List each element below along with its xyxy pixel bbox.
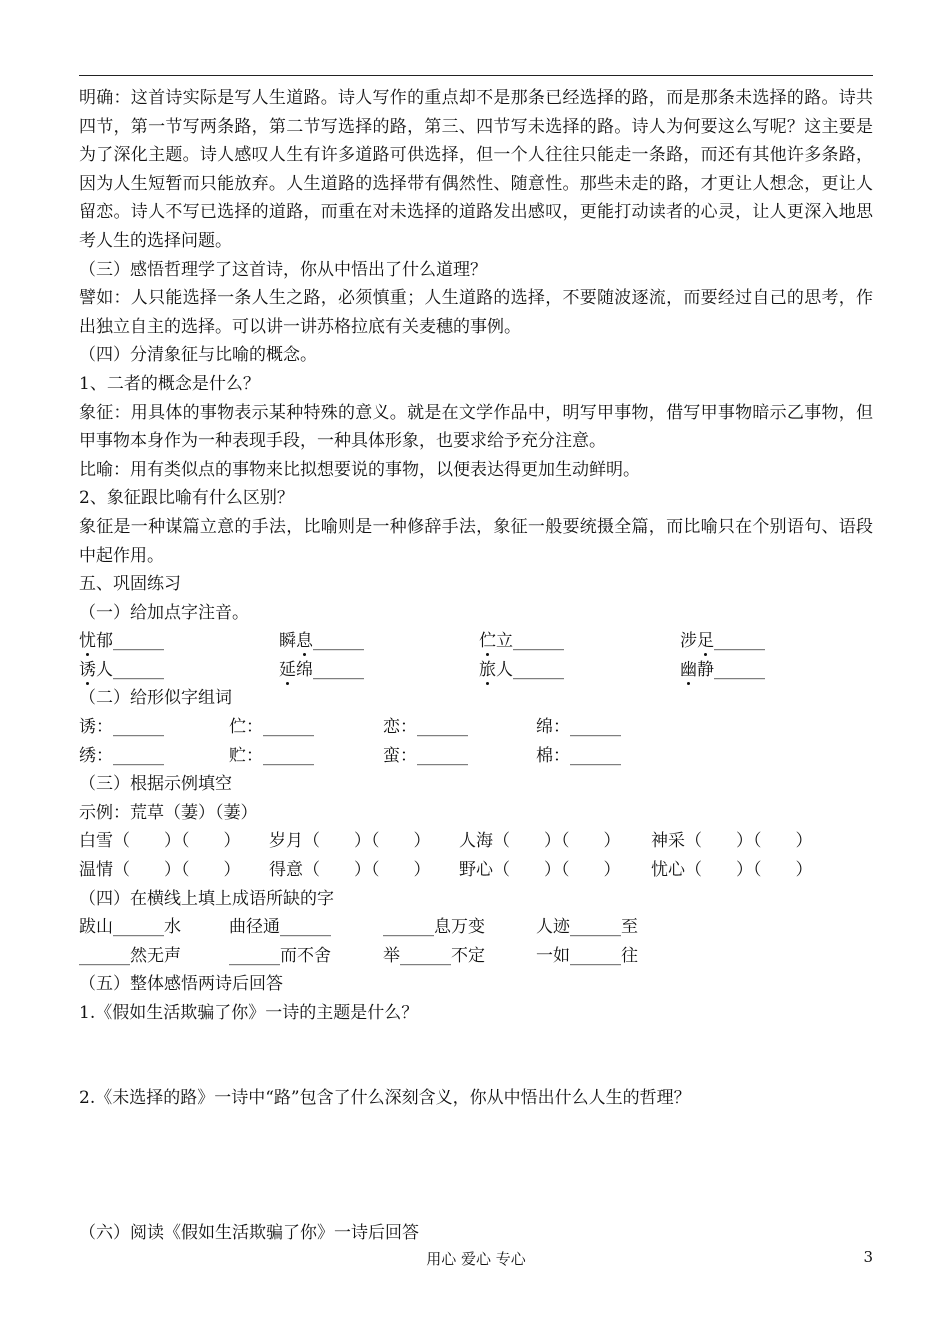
exercises-title: 五、巩固练习 bbox=[79, 574, 181, 595]
idiom-item: ______而不舍 bbox=[229, 945, 331, 966]
exercise-1-row bbox=[79, 656, 873, 685]
exercise-3-example: 示例：荒草（萋）（萋） bbox=[79, 802, 258, 823]
exercise-2-heading: （二）给形似字组词 bbox=[79, 688, 232, 709]
pinyin-item: 延绵______ bbox=[279, 659, 364, 680]
idiom-item: 曲径通______ bbox=[229, 917, 331, 938]
pinyin-item: 涉足______ bbox=[680, 631, 765, 652]
exercise-1-heading: （一）给加点字注音。 bbox=[79, 602, 249, 623]
symbol-definition: 象征：用具体的事物表示某种特殊的意义。就是在文学作品中，明写甲事物，借写甲事物暗示乙事物，但甲事物本身作为一种表现手段，一种具体形象，也要求给予充分注意。 bbox=[79, 402, 873, 452]
answer-paragraph: 明确：这首诗实际是写人生道路。诗人写作的重点却不是那条已经选择的路，而是那条未选择的路。诗共四节，第一节写两条路，第二节写选择的路，第三、四节写未选择的路。诗人为何要这么写呢？这主要是为了深化主题。诗人感叹人生有许多道路可供选择，但一个人往往只能走一条路，而还有其他许多条路，因为人生短暂而只能放弃。人生道路的选择带有偶然性、随意性。那些未走的路，才更让人想念，更让人留恋。诗人不写已选择的道路，而重在对未选择的道路发出感叹，更能打动读者的心灵，让人更深入地思考人生的选择问题。 bbox=[79, 88, 873, 251]
blank-item: 野心（ ）（ ） bbox=[459, 860, 621, 881]
exercise-5-heading: （五）整体感悟两诗后回答 bbox=[79, 974, 283, 995]
word-item: 贮：______ bbox=[229, 745, 314, 766]
exercise-4-heading: （四）在横线上填上成语所缺的字 bbox=[79, 888, 334, 909]
dotted-char: 伫 bbox=[479, 631, 496, 652]
word-item: 绵：______ bbox=[536, 717, 621, 738]
document-page bbox=[79, 0, 873, 1342]
word-item: 蛮：______ bbox=[383, 745, 468, 766]
pinyin-item: 瞬息______ bbox=[279, 631, 364, 652]
header-rule bbox=[79, 75, 873, 76]
dotted-char: 息 bbox=[296, 631, 313, 652]
section3-heading: （三）感悟哲理学了这首诗，你从中悟出了什么道理？ bbox=[79, 259, 487, 280]
pinyin-item: 旅人______ bbox=[479, 659, 564, 680]
exercise-2-row bbox=[79, 713, 873, 742]
idiom-item: 跋山______水 bbox=[79, 917, 181, 938]
word-item: 诱：______ bbox=[79, 717, 164, 738]
pinyin-item: 伫立______ bbox=[479, 631, 564, 652]
dotted-char: 诱 bbox=[79, 659, 96, 680]
word-item: 伫：______ bbox=[229, 717, 314, 738]
blank-item: 神采（ ）（ ） bbox=[651, 831, 813, 852]
blank-item: 岁月（ ）（ ） bbox=[269, 831, 431, 852]
section4-question-1: 1、二者的概念是什么？ bbox=[79, 373, 260, 394]
exercise-4-row bbox=[79, 942, 873, 971]
idiom-item: 一如______往 bbox=[536, 945, 638, 966]
exercise-5-question-1: 1.《假如生活欺骗了你》一诗的主题是什么？ bbox=[79, 1003, 419, 1023]
idiom-item: 人迹______至 bbox=[536, 917, 638, 938]
section3-body: 譬如：人只能选择一条人生之路，必须慎重；人生道路的选择，不要随波逐流，而要经过自己的思考，作出独立自主的选择。可以讲一讲苏格拉底有关麦穗的事例。 bbox=[79, 288, 873, 337]
section4-question-2: 2、象征跟比喻有什么区别？ bbox=[79, 488, 294, 509]
word-item: 恋：______ bbox=[383, 717, 468, 738]
idiom-item: ______息万变 bbox=[383, 917, 485, 938]
footer-motto: 用心 爱心 专心 bbox=[426, 1250, 526, 1268]
blank-item: 人海（ ）（ ） bbox=[459, 831, 621, 852]
metaphor-definition: 比喻：用有类似点的事物来比拟想要说的事物，以便表达得更加生动鲜明。 bbox=[79, 459, 640, 480]
exercise-3-row bbox=[79, 856, 873, 885]
blank-item: 忧心（ ）（ ） bbox=[651, 860, 813, 881]
exercise-2-row bbox=[79, 742, 873, 771]
pinyin-item: 忧郁______ bbox=[79, 631, 164, 652]
exercise-6-heading: （六）阅读《假如生活欺骗了你》一诗后回答 bbox=[79, 1223, 419, 1243]
page-number: 3 bbox=[863, 1248, 873, 1266]
dotted-char: 旅 bbox=[479, 659, 496, 680]
pinyin-item: 幽静______ bbox=[680, 659, 765, 680]
dotted-char: 幽 bbox=[680, 659, 697, 680]
dotted-char: 延 bbox=[279, 659, 296, 680]
blank-item: 温情（ ）（ ） bbox=[79, 860, 241, 881]
difference-paragraph: 象征是一种谋篇立意的手法，比喻则是一种修辞手法，象征一般要统摄全篇，而比喻只在个别语句、语段中起作用。 bbox=[79, 516, 873, 566]
exercise-3-heading: （三）根据示例填空 bbox=[79, 774, 232, 795]
exercise-3-row bbox=[79, 827, 873, 856]
idiom-item: ______然无声 bbox=[79, 945, 181, 966]
exercise-4-row bbox=[79, 913, 873, 942]
idiom-item: 举______不定 bbox=[383, 945, 485, 966]
blank-item: 白雪（ ）（ ） bbox=[79, 831, 241, 852]
exercise-5-question-2: 2.《未选择的路》一诗中“路”包含了什么深刻含义，你从中悟出什么人生的哲理？ bbox=[79, 1087, 691, 1108]
word-item: 绣：______ bbox=[79, 745, 164, 766]
blank-item: 得意（ ）（ ） bbox=[269, 860, 431, 881]
section4-heading: （四）分清象征与比喻的概念。 bbox=[79, 345, 317, 366]
answer-space bbox=[79, 1028, 873, 1084]
exercise-1-row bbox=[79, 627, 873, 656]
content-flow bbox=[79, 84, 873, 1112]
word-item: 棉：______ bbox=[536, 745, 621, 766]
pinyin-item: 诱人______ bbox=[79, 659, 164, 680]
dotted-char: 忧 bbox=[79, 631, 96, 652]
dotted-char: 足 bbox=[697, 631, 714, 652]
